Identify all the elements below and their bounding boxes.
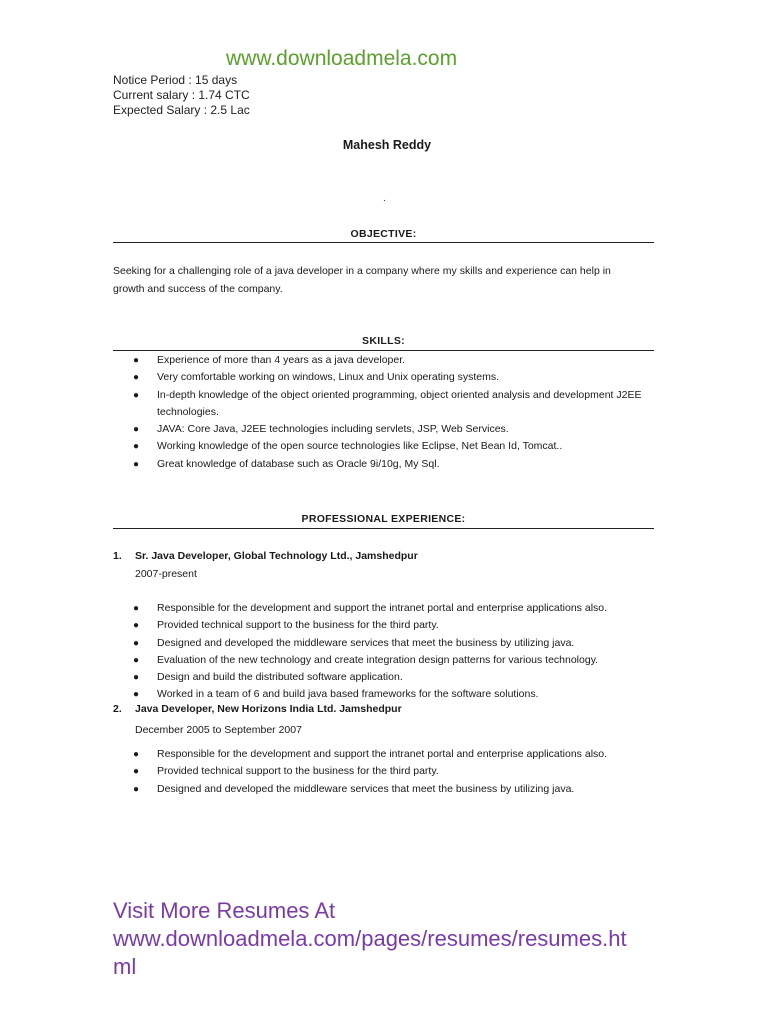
site-link[interactable]: www.downloadmela.com [226,47,458,70]
list-item [113,781,658,798]
objective-line: Seeking for a challenging role of a java developer in a company where my skills and experience can help in [113,265,611,277]
duty-text: Responsible for the development and support the intranet portal and enterprise applications also. [157,602,608,614]
skills-divider [113,350,654,351]
footer-link[interactable] [113,897,673,981]
objective-line: growth and success of the company. [113,283,283,295]
duty-text: Evaluation of the new technology and create integration design patterns for various technology. [157,653,599,666]
duty-text: Provided technical support to the business for the third party. [157,619,439,632]
job-title-text: Java Developer, New Horizons India Ltd. Jamshedpur [135,703,402,715]
list-item [113,600,658,617]
list-item [113,635,658,652]
list-item [113,352,658,369]
list-item [113,387,658,422]
bullet-icon: ● [133,749,140,760]
list-item [113,456,658,473]
job-title-1 [113,550,418,562]
skill-text: In-depth knowledge of the object oriented programming, object oriented analysis and development J2EE technologies. [157,388,642,418]
job-dates-2: December 2005 to September 2007 [135,724,302,736]
objective-divider [113,242,654,243]
duty-text: Design and build the distributed software application. [157,671,403,684]
objective-text [113,262,658,298]
bullet-icon: ● [133,637,140,649]
list-item [113,617,658,634]
skills-list [113,352,658,473]
list-item [113,746,658,763]
candidate-meta [113,73,250,118]
list-item [113,652,658,669]
bullet-icon: ● [133,372,140,384]
bullet-icon: ● [133,458,140,470]
experience-divider [113,528,654,529]
skill-text: Very comfortable working on windows, Linux and Unix operating systems. [157,371,499,384]
bullet-icon: ● [133,603,140,614]
bullet-icon: ● [133,783,140,795]
bullet-icon: ● [133,672,140,684]
bullet-icon: ● [133,766,140,778]
list-item [113,686,658,703]
duty-text: Provided technical support to the business for the third party. [157,765,439,778]
skill-text: Working knowledge of the open source technologies like Eclipse, Net Bean Id, Tomcat.. [157,440,563,453]
duty-text: Responsible for the development and support the intranet portal and enterprise applications also. [157,748,608,760]
bullet-icon: ● [133,441,140,453]
list-item [113,438,658,455]
job-dates-1: 2007-present [135,568,197,580]
duty-text: Worked in a team of 6 and build java based frameworks for the software solutions. [157,688,539,701]
expected-salary: Expected Salary : 2.5 Lac [113,103,250,117]
duty-text: Designed and developed the middleware services that meet the business by utilizing java. [157,782,575,795]
footer-line: ml [113,954,137,979]
skill-text: Great knowledge of database such as Oracle 9i/10g, My Sql. [157,457,440,470]
stray-dot: . [383,193,386,204]
list-item [113,421,658,438]
current-salary: Current salary : 1.74 CTC [113,88,250,102]
footer-line: www.downloadmela.com/pages/resumes/resumes.ht [113,926,627,951]
experience-heading: PROFESSIONAL EXPERIENCE: [301,513,466,525]
footer-line: Visit More Resumes At [113,898,336,923]
candidate-name: Mahesh Reddy [342,138,432,152]
bullet-icon: ● [133,654,140,666]
job-title-text: Sr. Java Developer, Global Technology Ltd., Jamshedpur [135,550,418,562]
bullet-icon: ● [133,620,140,632]
bullet-icon: ● [133,355,140,366]
bullet-icon: ● [133,689,140,701]
list-item [113,669,658,686]
job-number: 1. [113,550,122,562]
notice-period: Notice Period : 15 days [113,73,238,87]
bullet-icon: ● [133,389,140,401]
skill-text: JAVA: Core Java, J2EE technologies including servlets, JSP, Web Services. [157,423,509,436]
skill-text: Experience of more than 4 years as a java developer. [157,354,406,366]
list-item [113,763,658,780]
job-2-duties [113,746,658,798]
job-title-2 [113,703,402,715]
list-item [113,369,658,386]
skills-heading: SKILLS: [362,335,405,347]
job-1-duties [113,600,658,704]
objective-heading: OBJECTIVE: [350,228,417,240]
bullet-icon: ● [133,424,140,436]
duty-text: Designed and developed the middleware services that meet the business by utilizing java. [157,636,575,649]
job-number: 2. [113,703,122,715]
